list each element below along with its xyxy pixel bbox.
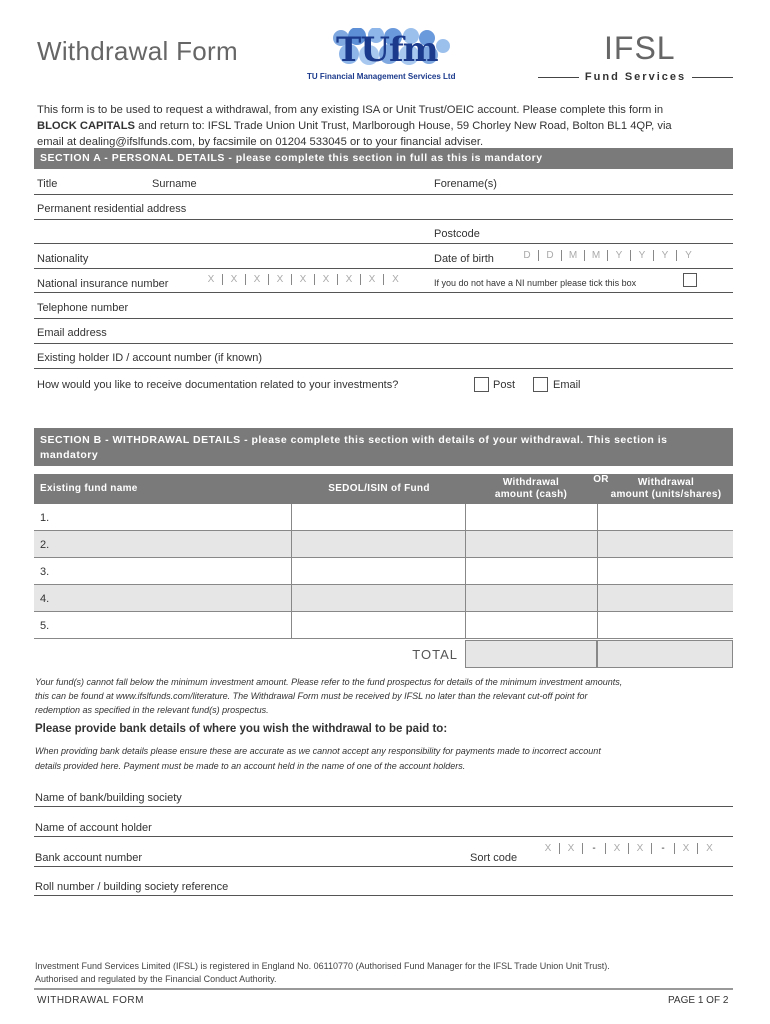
divider bbox=[692, 77, 733, 78]
post-checkbox[interactable] bbox=[474, 377, 489, 392]
account-number-label: Bank account number bbox=[35, 852, 143, 864]
sort-box: X bbox=[560, 843, 583, 854]
roll-number-field[interactable] bbox=[34, 895, 733, 896]
post-label: Post bbox=[493, 379, 516, 391]
brand-subtitle-text: Fund Services bbox=[584, 71, 687, 83]
no-ni-checkbox[interactable] bbox=[683, 273, 697, 287]
account-holder-field[interactable] bbox=[34, 836, 733, 837]
sort-dash: - bbox=[583, 843, 606, 854]
tufm-logo bbox=[303, 28, 473, 84]
ni-label: National insurance number bbox=[37, 278, 169, 290]
cell-divider bbox=[465, 531, 466, 557]
name-field[interactable] bbox=[34, 194, 733, 195]
bank-note-line1: When providing bank details please ensure these are accurate as we cannot accept any responsibility for payments made to incorrect account bbox=[35, 746, 601, 756]
holder-id-label: Existing holder ID / account number (if known) bbox=[37, 352, 262, 364]
dob-box: D bbox=[516, 250, 539, 261]
intro-text bbox=[37, 102, 733, 150]
cell-divider bbox=[291, 558, 292, 584]
logo-subtitle: TU Financial Management Services Ltd bbox=[307, 72, 456, 81]
dob-box: M bbox=[585, 250, 608, 261]
ni-box: X bbox=[292, 274, 315, 285]
dob-box: Y bbox=[654, 250, 677, 261]
cell-divider bbox=[597, 558, 598, 584]
divider bbox=[538, 77, 579, 78]
sort-dash: - bbox=[652, 843, 675, 854]
footer-line1: Investment Fund Services Limited (IFSL) is registered in England No. 06110770 (Authorised Fund Manager for the IFSL Trade Union Unit Trust). bbox=[35, 961, 610, 971]
sort-box: X bbox=[706, 843, 713, 854]
col-units-line1: Withdrawal bbox=[637, 477, 695, 488]
col-cash-line1: Withdrawal bbox=[502, 477, 560, 488]
col-sedol: SEDOL/ISIN of Fund bbox=[328, 483, 430, 494]
total-cash-field[interactable] bbox=[465, 640, 597, 668]
minimum-note bbox=[35, 675, 734, 717]
dob-label: Date of birth bbox=[434, 253, 494, 265]
form-title: Withdrawal Form bbox=[37, 36, 238, 66]
bank-note-line2: details provided here. Payment must be made to an account held in the name of one of the account holders. bbox=[35, 761, 466, 771]
row-number: 4. bbox=[40, 593, 50, 605]
roll-number-label: Roll number / building society reference bbox=[35, 881, 229, 893]
sort-box: X bbox=[537, 843, 560, 854]
sort-box: X bbox=[606, 843, 629, 854]
dob-box: Y bbox=[608, 250, 631, 261]
cell-divider bbox=[291, 531, 292, 557]
cell-divider bbox=[291, 612, 292, 638]
ni-box: X bbox=[269, 274, 292, 285]
intro-line1: This form is to be used to request a withdrawal, from any existing ISA or Unit Trust/OEIC account. Please complete this form in bbox=[37, 104, 664, 116]
cell-divider bbox=[597, 585, 598, 611]
footer-divider bbox=[34, 988, 733, 990]
ni-box: X bbox=[338, 274, 361, 285]
nationality-field[interactable] bbox=[34, 268, 733, 269]
brand-name: IFSL bbox=[604, 30, 676, 66]
min-note-line2: this can be found at www.ifslfunds.com/literature. The Withdrawal Form must be received by IFSL no later than the relevant cut-off point for bbox=[35, 691, 588, 701]
ni-box: X bbox=[392, 274, 399, 285]
dob-field[interactable] bbox=[516, 250, 700, 261]
footer-legal bbox=[35, 960, 734, 986]
table-row[interactable] bbox=[34, 612, 733, 639]
dob-box: D bbox=[539, 250, 562, 261]
table-row[interactable] bbox=[34, 504, 733, 531]
col-fund-name: Existing fund name bbox=[40, 483, 138, 494]
or-label: OR bbox=[593, 474, 609, 485]
cell-divider bbox=[465, 558, 466, 584]
email-option-label: Email bbox=[553, 379, 581, 391]
brand-subtitle bbox=[538, 70, 733, 84]
section-b-heading: SECTION B - WITHDRAWAL DETAILS - please complete this section with details of your withdrawal. This section is mandatory bbox=[34, 428, 733, 466]
section-a-heading: SECTION A - PERSONAL DETAILS - please complete this section in full as this is mandatory bbox=[34, 148, 733, 169]
dob-box: Y bbox=[631, 250, 654, 261]
title-label: Title bbox=[37, 178, 58, 190]
cell-divider bbox=[597, 612, 598, 638]
ni-box: X bbox=[200, 274, 223, 285]
footer-line2: Authorised and regulated by the Financial Conduct Authority. bbox=[35, 974, 277, 984]
ni-box: X bbox=[315, 274, 338, 285]
address-label: Permanent residential address bbox=[37, 203, 187, 215]
cell-divider bbox=[597, 531, 598, 557]
email-label: Email address bbox=[37, 327, 107, 339]
address-field[interactable] bbox=[34, 219, 733, 220]
intro-line2: and return to: IFSL Trade Union Unit Trust, Marlborough House, 59 Chorley New Road, Bolton BL1 4QP, via bbox=[135, 120, 672, 132]
ni-box: X bbox=[246, 274, 269, 285]
intro-line3: email at dealing@ifslfunds.com, by facsimile on 01204 533045 or to your financial adviser. bbox=[37, 136, 484, 148]
bank-heading: Please provide bank details of where you wish the withdrawal to be paid to: bbox=[35, 723, 448, 735]
col-units-line2: amount (units/shares) bbox=[610, 489, 722, 500]
ni-box: X bbox=[361, 274, 384, 285]
postcode-label: Postcode bbox=[434, 228, 480, 240]
total-row bbox=[34, 640, 733, 668]
postcode-field[interactable] bbox=[34, 243, 733, 244]
intro-bold: BLOCK CAPITALS bbox=[37, 120, 135, 132]
col-units bbox=[599, 477, 733, 501]
doc-question: How would you like to receive documentation related to your investments? bbox=[37, 379, 399, 391]
forenames-label: Forename(s) bbox=[434, 178, 497, 190]
cell-divider bbox=[465, 585, 466, 611]
account-holder-label: Name of account holder bbox=[35, 822, 152, 834]
min-note-line1: Your fund(s) cannot fall below the minimum investment amount. Please refer to the fund prospectus for details of the minimum investment amounts, bbox=[35, 677, 623, 687]
row-number: 5. bbox=[40, 620, 50, 632]
total-label: TOTAL bbox=[412, 647, 458, 662]
cell-divider bbox=[291, 504, 292, 530]
cell-divider bbox=[597, 504, 598, 530]
holder-id-field[interactable] bbox=[34, 368, 733, 369]
sort-box: X bbox=[675, 843, 698, 854]
email-field[interactable] bbox=[34, 343, 733, 344]
surname-label: Surname bbox=[152, 178, 197, 190]
table-row[interactable] bbox=[34, 558, 733, 585]
table-row[interactable] bbox=[34, 585, 733, 612]
telephone-field[interactable] bbox=[34, 318, 733, 319]
dob-box: Y bbox=[685, 250, 692, 261]
email-checkbox[interactable] bbox=[533, 377, 548, 392]
table-row[interactable] bbox=[34, 531, 733, 558]
sort-code-label: Sort code bbox=[470, 852, 518, 864]
ni-box: X bbox=[223, 274, 246, 285]
row-number: 1. bbox=[40, 512, 50, 524]
bank-name-field[interactable] bbox=[34, 806, 733, 807]
ni-field-line bbox=[34, 292, 733, 293]
sort-box: X bbox=[629, 843, 652, 854]
dob-box: M bbox=[562, 250, 585, 261]
cell-divider bbox=[465, 612, 466, 638]
row-number: 3. bbox=[40, 566, 50, 578]
telephone-label: Telephone number bbox=[37, 302, 129, 314]
min-note-line3: redemption as specified in the relevant fund(s) prospectus. bbox=[35, 705, 269, 715]
cell-divider bbox=[291, 585, 292, 611]
withdrawal-table-header bbox=[34, 474, 733, 504]
col-cash-line2: amount (cash) bbox=[494, 489, 568, 500]
sort-code-field[interactable] bbox=[537, 843, 721, 854]
total-units-field[interactable] bbox=[597, 640, 733, 668]
nationality-label: Nationality bbox=[37, 253, 89, 265]
account-number-field[interactable] bbox=[34, 866, 733, 867]
footer-form-name: WITHDRAWAL FORM bbox=[37, 995, 144, 1006]
bank-note bbox=[35, 744, 734, 774]
row-number: 2. bbox=[40, 539, 50, 551]
page-number: PAGE 1 OF 2 bbox=[668, 995, 729, 1006]
logo-wordmark: TUfm bbox=[336, 30, 438, 70]
col-cash bbox=[466, 477, 596, 501]
no-ni-label: If you do not have a NI number please tick this box bbox=[434, 278, 637, 288]
ni-field[interactable] bbox=[200, 274, 407, 285]
bank-name-label: Name of bank/building society bbox=[35, 792, 182, 804]
cell-divider bbox=[465, 504, 466, 530]
